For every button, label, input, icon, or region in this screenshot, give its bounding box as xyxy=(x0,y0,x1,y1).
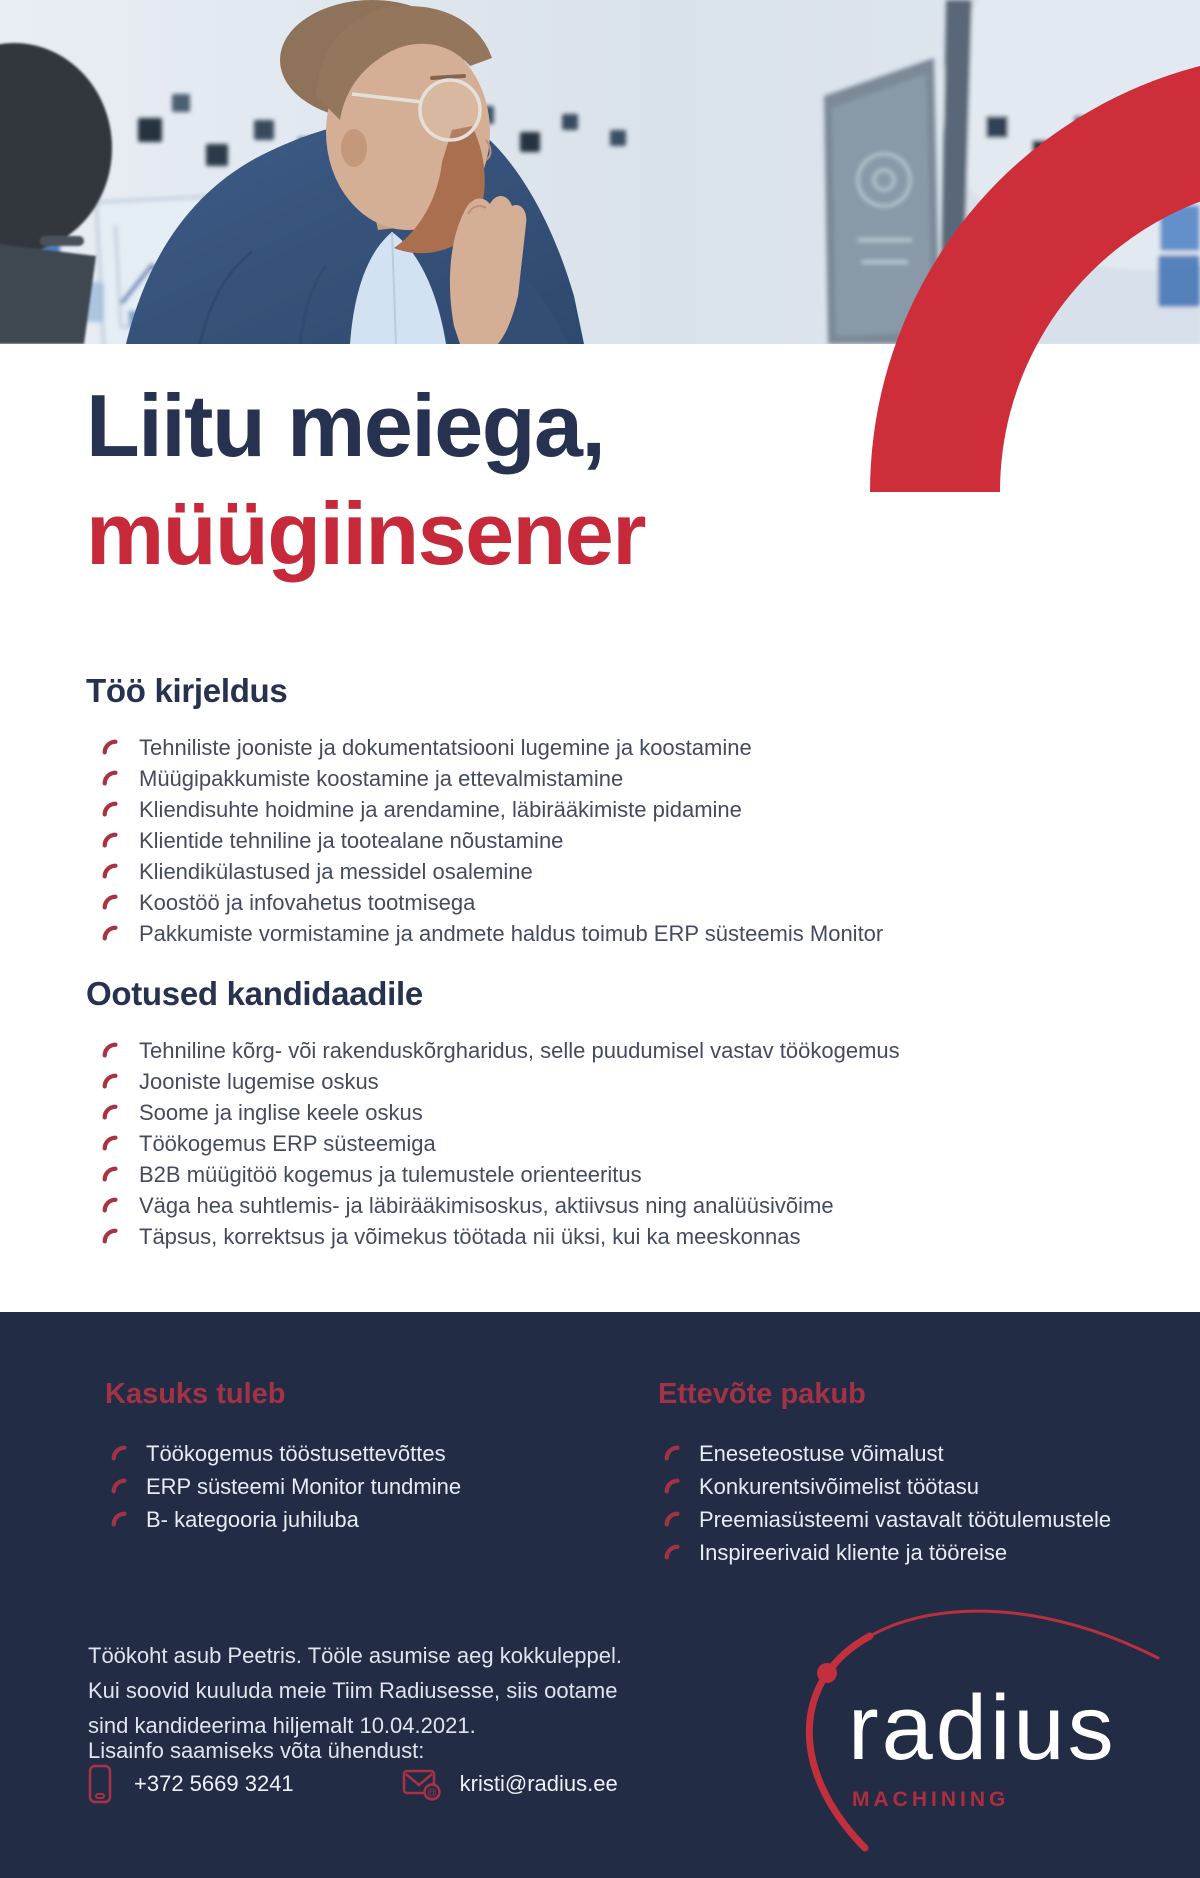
list-item-text: B2B müügitöö kogemus ja tulemustele orienteeritus xyxy=(139,1161,642,1187)
section-benefit xyxy=(105,1378,461,1536)
email-icon xyxy=(402,1767,442,1801)
list-item-text: Kliendisuhte hoidmine ja arendamine, läbirääkimiste pidamine xyxy=(139,796,742,822)
arc-bullet-icon xyxy=(102,1166,119,1183)
list-item-text: Tehniline kõrg- või rakenduskõrgharidus, selle puudumisel vastav töökogemus xyxy=(139,1037,900,1063)
job-description-heading: Töö kirjeldus xyxy=(86,672,288,709)
list-item xyxy=(86,856,1116,887)
arc-bullet-icon xyxy=(102,925,119,942)
list-item xyxy=(86,825,1116,856)
list-item-text: Kliendikülastused ja messidel osalemine xyxy=(139,858,533,884)
list-item-text: Klientide tehniline ja tootealane nõustamine xyxy=(139,827,564,853)
list-item xyxy=(658,1503,1111,1536)
list-item xyxy=(86,887,1116,918)
list-item-text: Inspireerivaid kliente ja tööreise xyxy=(699,1539,1008,1565)
list-item-text: ERP süsteemi Monitor tundmine xyxy=(146,1473,462,1499)
arc-bullet-icon xyxy=(102,801,119,818)
arc-bullet-icon xyxy=(111,1445,128,1462)
contact-row xyxy=(88,1764,618,1804)
list-item-text: Täpsus, korrektsus ja võimekus töötada nii üksi, kui ka meeskonnas xyxy=(139,1223,801,1249)
svg-text:@: @ xyxy=(426,1788,437,1799)
arc-bullet-icon xyxy=(102,1197,119,1214)
list-item-text: Konkurentsivõimelist töötasu xyxy=(699,1473,980,1499)
arc-bullet-icon xyxy=(102,1228,119,1245)
arc-bullet-icon xyxy=(102,739,119,756)
office-scene-illustration xyxy=(0,0,1200,344)
list-item xyxy=(86,1128,1116,1159)
expectations-heading: Ootused kandidaadile xyxy=(86,975,423,1012)
paragraph-line: sind kandideerima hiljemalt 10.04.2021. xyxy=(88,1713,476,1738)
arc-bullet-icon xyxy=(102,894,119,911)
list-item xyxy=(86,732,1116,763)
logo-tagline: MACHINING xyxy=(852,1788,1010,1811)
list-item-text: Töökogemus ERP süsteemiga xyxy=(139,1130,436,1156)
list-item xyxy=(658,1437,1111,1470)
offer-heading: Ettevõte pakub xyxy=(658,1378,866,1410)
arc-bullet-icon xyxy=(102,863,119,880)
section-expectations xyxy=(86,975,1116,1252)
logo-wordmark: radius xyxy=(848,1677,1117,1779)
arc-bullet-icon xyxy=(102,770,119,787)
arc-bullet-icon xyxy=(664,1511,681,1528)
arc-bullet-icon xyxy=(664,1544,681,1561)
list-item xyxy=(105,1470,461,1503)
list-item-text: Väga hea suhtlemis- ja läbirääkimisoskus, aktiivsus ning analüüsivõime xyxy=(139,1192,834,1218)
headline xyxy=(86,372,645,588)
offer-list xyxy=(658,1437,1111,1569)
benefit-heading: Kasuks tuleb xyxy=(105,1378,286,1410)
section-offer xyxy=(658,1378,1111,1569)
expectations-list xyxy=(86,1035,1116,1252)
location-paragraph xyxy=(88,1638,622,1743)
list-item xyxy=(105,1437,461,1470)
list-item-text: Soome ja inglise keele oskus xyxy=(139,1099,423,1125)
list-item xyxy=(658,1536,1111,1569)
list-item xyxy=(105,1503,461,1536)
arc-bullet-icon xyxy=(102,1073,119,1090)
list-item xyxy=(86,1035,1116,1066)
list-item xyxy=(86,1159,1116,1190)
list-item-text: Preemiasüsteemi vastavalt töötulemustele xyxy=(699,1506,1112,1532)
list-item-text: Tehniliste jooniste ja dokumentatsiooni lugemine ja koostamine xyxy=(139,734,752,760)
headline-line2: müügiinsener xyxy=(86,484,645,583)
arc-bullet-icon xyxy=(102,1104,119,1121)
list-item-text: Pakkumiste vormistamine ja andmete haldus toimub ERP süsteemis Monitor xyxy=(139,920,884,946)
arc-bullet-icon xyxy=(111,1511,128,1528)
list-item-text: Eneseteostuse võimalust xyxy=(699,1440,944,1466)
arc-bullet-icon xyxy=(102,1135,119,1152)
benefit-list xyxy=(105,1437,461,1536)
list-item xyxy=(86,794,1116,825)
headline-line1: Liitu meiega, xyxy=(86,376,605,475)
company-logo xyxy=(770,1590,1200,1878)
list-item xyxy=(86,1221,1116,1252)
list-item-text: Koostöö ja infovahetus tootmisega xyxy=(139,889,476,915)
email-value: kristi@radius.ee xyxy=(459,1771,618,1796)
phone-icon xyxy=(88,1764,112,1804)
list-item-text: Müügipakkumiste koostamine ja ettevalmistamine xyxy=(139,765,624,791)
list-item xyxy=(86,1190,1116,1221)
paragraph-line: Töökoht asub Peetris. Tööle asumise aeg kokkuleppel. xyxy=(88,1643,623,1668)
logo-dot xyxy=(817,1663,837,1683)
arc-bullet-icon xyxy=(664,1478,681,1495)
list-item xyxy=(86,1097,1116,1128)
arc-bullet-icon xyxy=(111,1478,128,1495)
list-item xyxy=(86,763,1116,794)
list-item-text: Töökogemus tööstusettevõttes xyxy=(146,1440,446,1466)
list-item-text: Jooniste lugemise oskus xyxy=(139,1068,379,1094)
contact-prompt: Lisainfo saamiseks võta ühendust: xyxy=(88,1738,425,1763)
list-item xyxy=(86,1066,1116,1097)
paragraph-line: Kui soovid kuuluda meie Tiim Radiusesse, siis ootame xyxy=(88,1678,618,1703)
job-description-list xyxy=(86,732,1116,949)
list-item xyxy=(86,918,1116,949)
arc-bullet-icon xyxy=(102,1042,119,1059)
arc-bullet-icon xyxy=(102,832,119,849)
arc-bullet-icon xyxy=(664,1445,681,1462)
hero-photo xyxy=(0,0,1200,344)
list-item xyxy=(658,1470,1111,1503)
footer-band xyxy=(0,1312,1200,1878)
list-item-text: B- kategooria juhiluba xyxy=(146,1506,359,1532)
phone-value: +372 5669 3241 xyxy=(134,1771,294,1796)
section-job-description xyxy=(86,672,1116,949)
